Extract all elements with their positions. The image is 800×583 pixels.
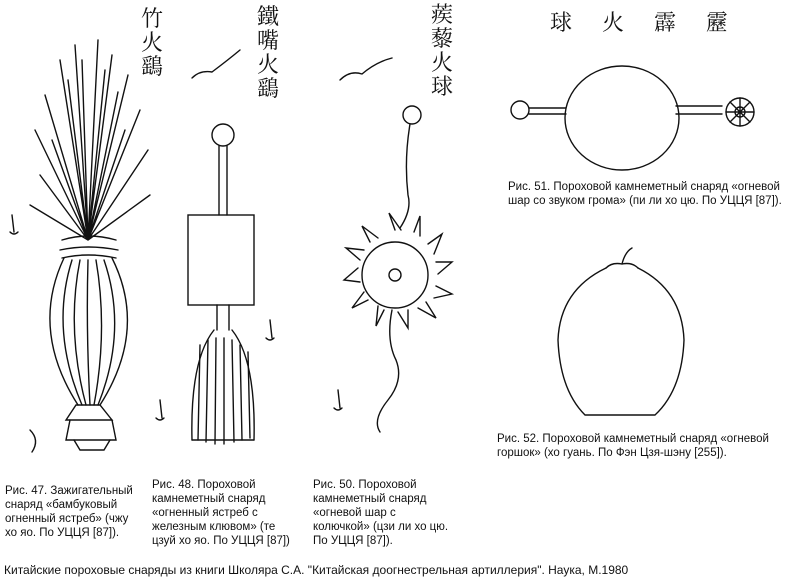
fig47-glyphs: 竹火鷂 bbox=[140, 7, 163, 80]
fig47-caption: Рис. 47. Зажигательный снаряд «бамбуковый огненный ястреб» (чжу хо яо. По УЦЦЯ [87]). bbox=[5, 485, 133, 539]
fire-pot-drawing bbox=[558, 248, 684, 415]
thunderclap-fire-ball-drawing bbox=[511, 66, 754, 170]
fig51-glyphs: 球火霹靂 bbox=[550, 11, 759, 36]
fig52-caption: Рис. 52. Пороховой камнеметный снаряд «огневой горшок» (хо гуань. По Фэн Цзя-шэну [255]). bbox=[497, 433, 769, 459]
fig51-caption: Рис. 51. Пороховой камнеметный снаряд «огневой шар со звуком грома» (пи ли хо цю. По УЦЦЯ [87]). bbox=[508, 181, 782, 207]
fig50-glyphs: 蒺藜火球 bbox=[430, 3, 453, 100]
fig48-caption: Рис. 48. Пороховой камнеметный снаряд «огненный ястреб с железным клювом» (те цзуй хо яо. По УЦЦЯ [87]) bbox=[152, 479, 290, 547]
caltrop-fire-ball-drawing bbox=[344, 106, 452, 432]
iron-beak-fire-hawk-drawing bbox=[188, 124, 254, 444]
fig50-caption: Рис. 50. Пороховой камнеметный снаряд «огневой шар с колючкой» (цзи ли хо цю. По УЦЦЯ [87]). bbox=[313, 479, 449, 547]
bamboo-fire-hawk-drawing bbox=[30, 40, 150, 450]
fig48-glyphs: 鐵嘴火鷂 bbox=[256, 5, 279, 102]
source-footer: Китайские пороховые снаряды из книги Школяра С.А. "Китайская доогнестрельная артиллерия". Наука, М.1980 bbox=[4, 563, 629, 577]
